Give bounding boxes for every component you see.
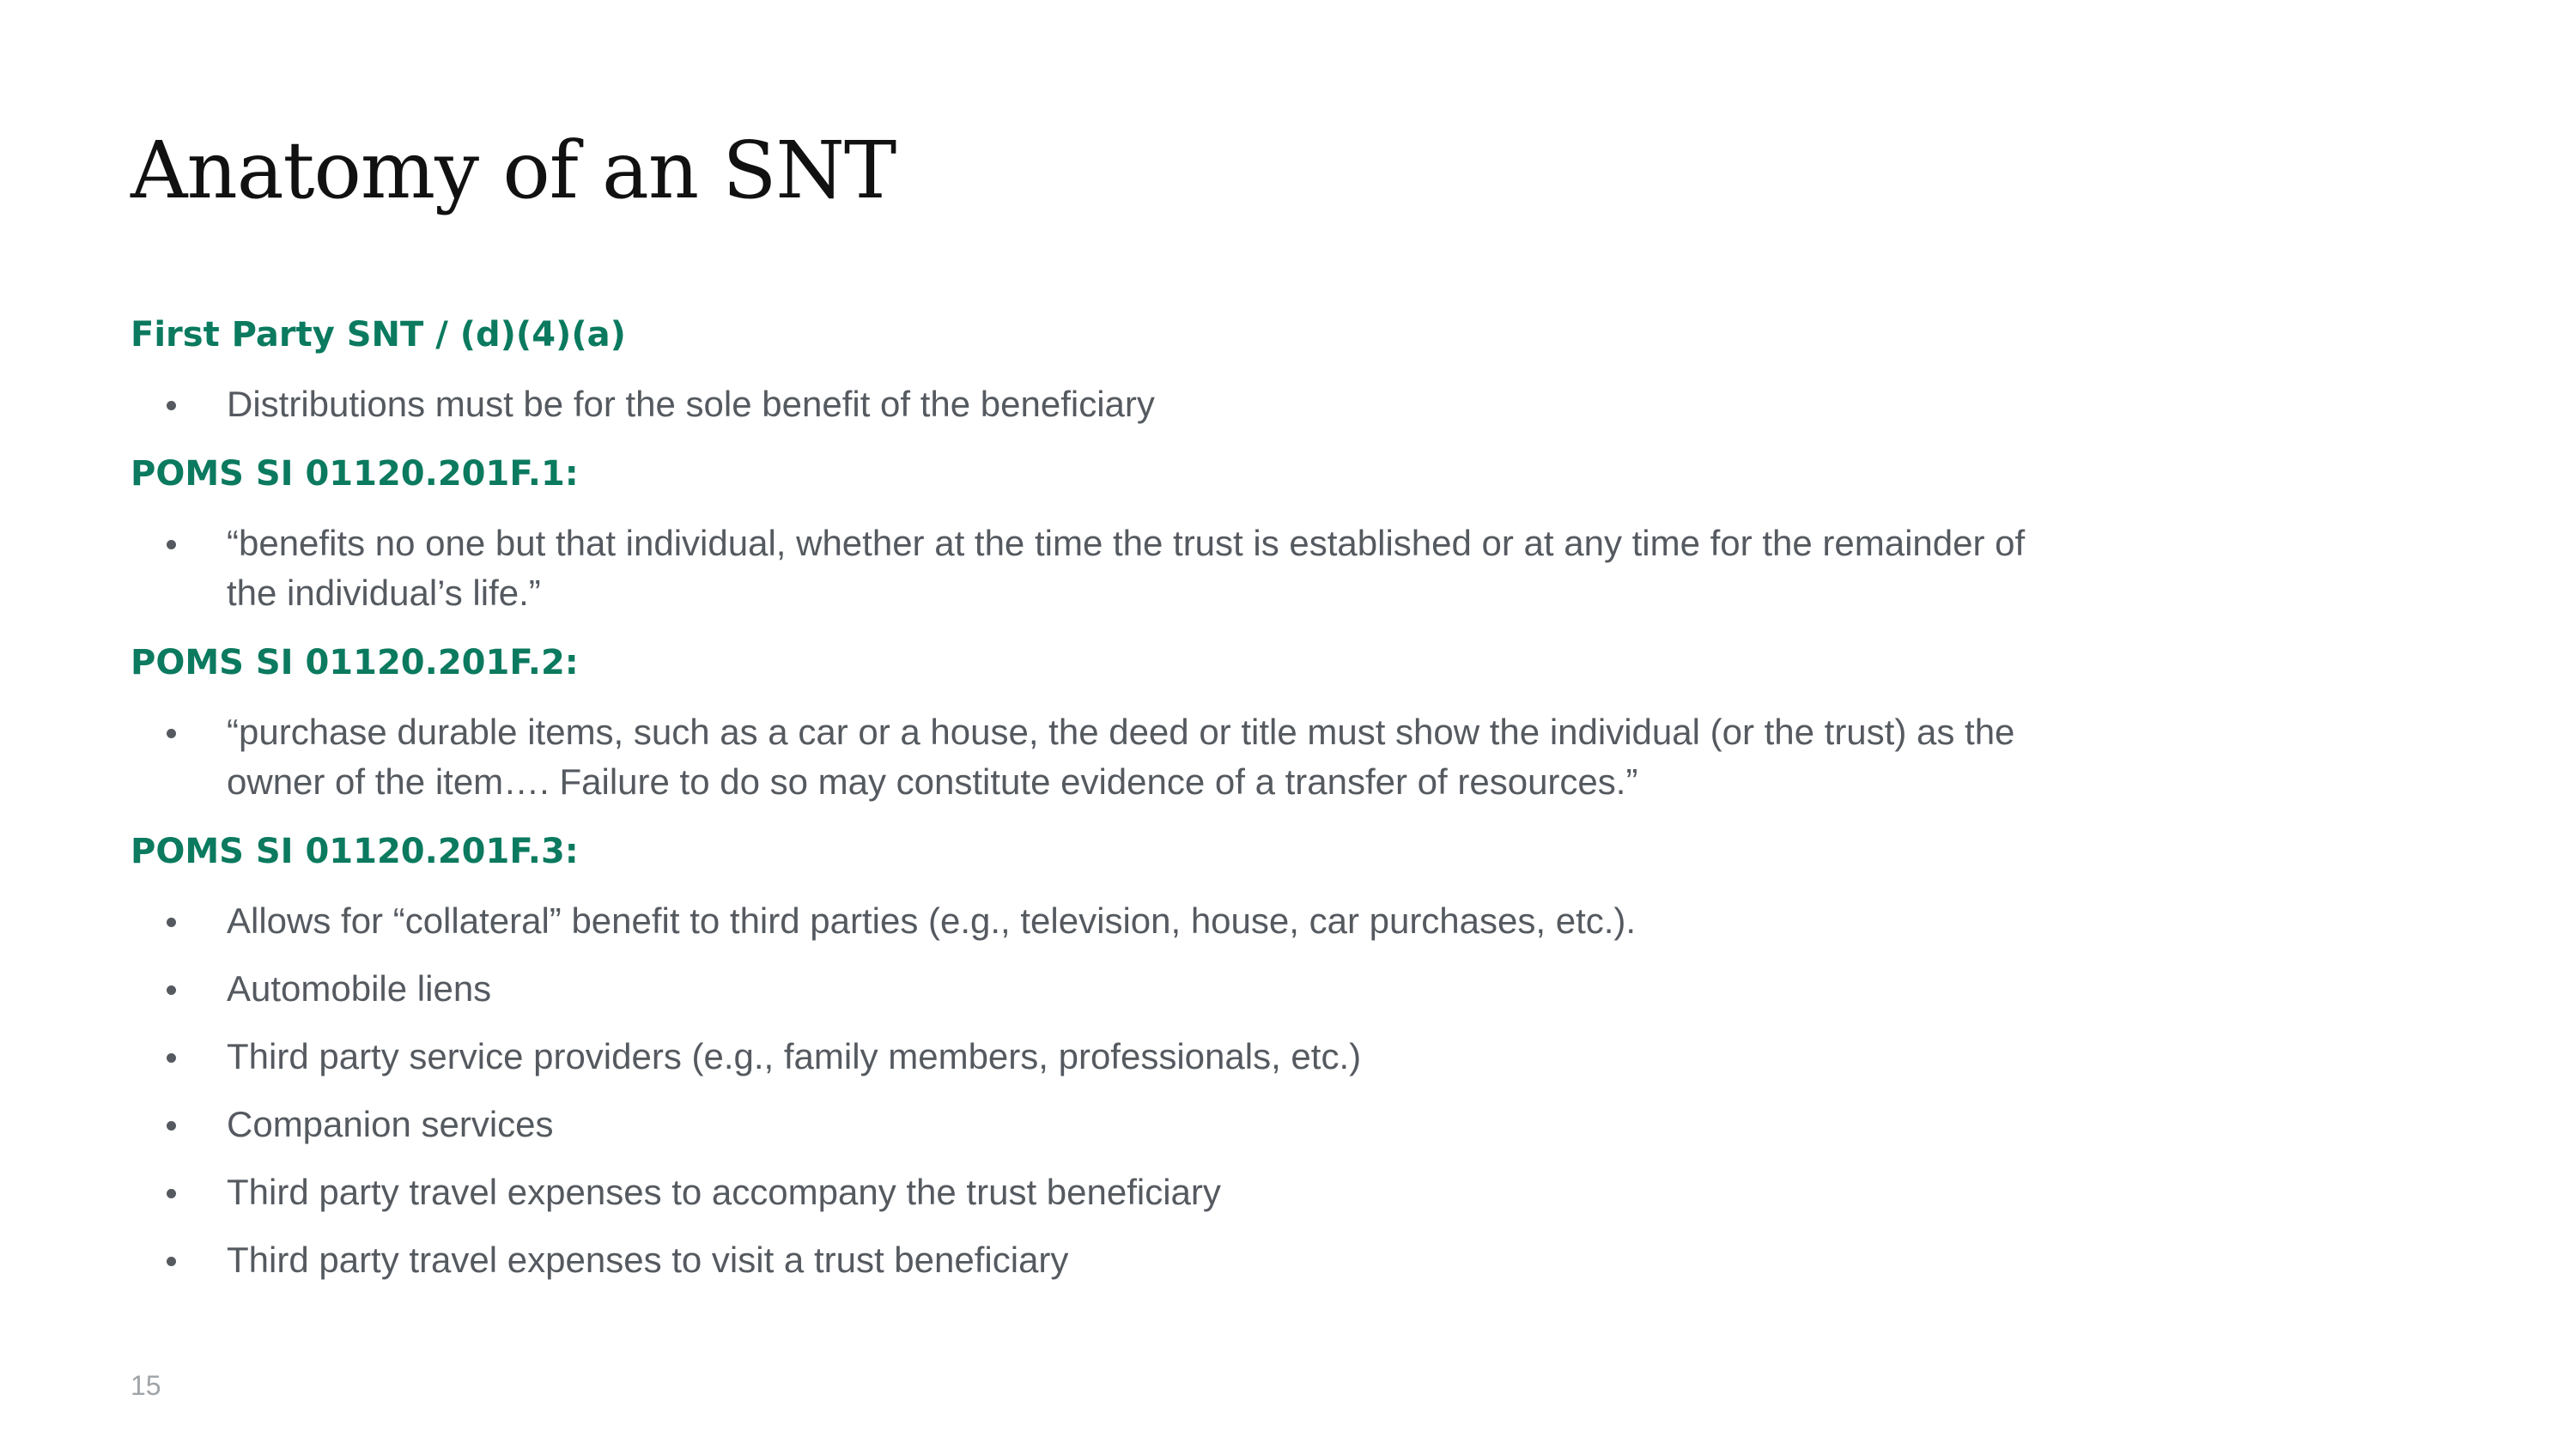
bullet-item <box>131 1235 2054 1285</box>
page-number: 15 <box>131 1370 161 1401</box>
bullet-dot-icon <box>167 1121 176 1131</box>
bullet-text: Third party travel expenses to accompany the trust beneficiary <box>227 1172 1221 1212</box>
bullet-item <box>131 707 2054 807</box>
section-heading: POMS SI 01120.201F.3: <box>131 832 579 871</box>
section-poms-f2 <box>131 637 2054 807</box>
bullet-dot-icon <box>167 540 176 549</box>
bullet-item <box>131 964 2054 1014</box>
bullet-item <box>131 379 2054 429</box>
bullet-list <box>131 707 2054 807</box>
section-poms-f1 <box>131 448 2054 618</box>
bullet-text: Automobile liens <box>227 968 492 1009</box>
bullet-text: “benefits no one but that individual, whether at the time the trust is established or at any time for the remainder of the individual’s life.” <box>227 523 2026 613</box>
section-first-party-snt <box>131 309 2054 429</box>
bullet-text: Third party travel expenses to visit a trust beneficiary <box>227 1240 1069 1280</box>
section-poms-f3 <box>131 826 2054 1285</box>
bullet-item <box>131 1167 2054 1217</box>
bullet-dot-icon <box>167 1257 176 1266</box>
bullet-text: Allows for “collateral” benefit to third parties (e.g., television, house, car purchases, etc.). <box>227 900 1637 941</box>
bullet-text: Third party service providers (e.g., family members, professionals, etc.) <box>227 1036 1362 1076</box>
bullet-dot-icon <box>167 918 176 927</box>
bullet-dot-icon <box>167 985 176 995</box>
bullet-dot-icon <box>167 1189 176 1198</box>
slide-title: Anatomy of an SNT <box>131 124 896 216</box>
bullet-list <box>131 518 2054 618</box>
bullet-list <box>131 379 2054 429</box>
section-heading: First Party SNT / (d)(4)(a) <box>131 315 626 355</box>
bullet-item <box>131 1100 2054 1149</box>
bullet-dot-icon <box>167 1053 176 1063</box>
bullet-item <box>131 1032 2054 1082</box>
bullet-item <box>131 518 2054 618</box>
bullet-text: “purchase durable items, such as a car or a house, the deed or title must show the individual (or the trust) as the owner of the item…. Failure to do so may constitute evidence of a transfer of resources.” <box>227 712 2015 802</box>
section-heading: POMS SI 01120.201F.1: <box>131 454 579 494</box>
bullet-text: Companion services <box>227 1104 554 1144</box>
bullet-dot-icon <box>167 729 176 738</box>
slide-content <box>131 309 2054 1304</box>
bullet-dot-icon <box>167 401 176 410</box>
bullet-text: Distributions must be for the sole benefit of the beneficiary <box>227 384 1155 424</box>
bullet-item <box>131 896 2054 946</box>
bullet-list <box>131 896 2054 1285</box>
section-heading: POMS SI 01120.201F.2: <box>131 643 579 682</box>
